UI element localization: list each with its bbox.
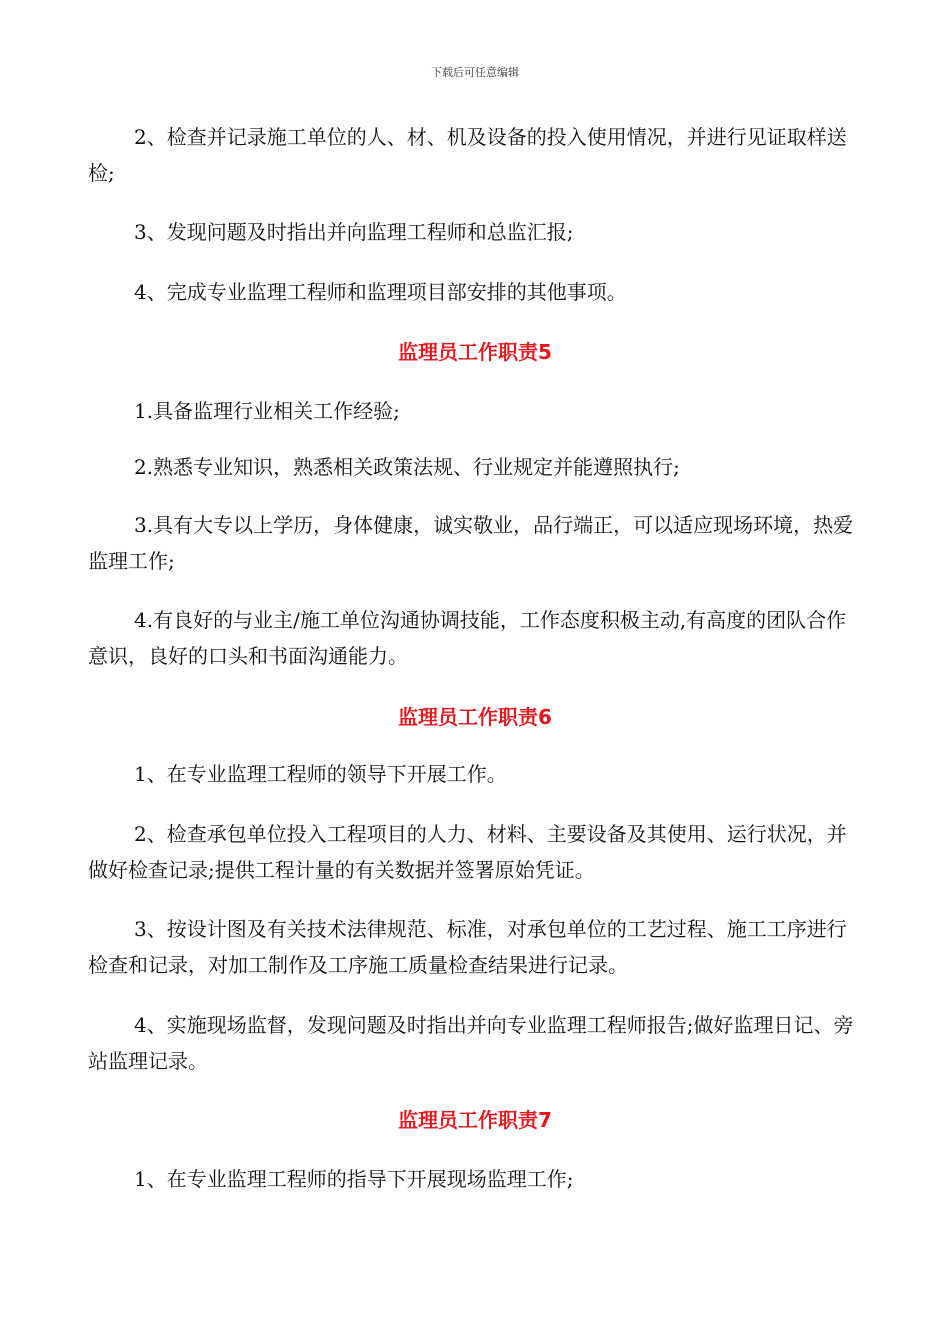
- list-item: 4.有良好的与业主/施工单位沟通协调技能，工作态度积极主动,有高度的团队合作意识，良好的口头和书面沟通能力。: [88, 608, 847, 668]
- list-item: 1、在专业监理工程师的指导下开展现场监理工作;: [134, 1167, 574, 1191]
- paragraph: 4、完成专业监理工程师和监理项目部安排的其他事项。: [134, 280, 627, 304]
- paragraph: 2、检查并记录施工单位的人、材、机及设备的投入使用情况，并进行见证取样送检;: [88, 125, 847, 185]
- list-item: 3、按设计图及有关技术法律规范、标准，对承包单位的工艺过程、施工工序进行检查和记录，对加工制作及工序施工质量检查结果进行记录。: [88, 917, 847, 977]
- list-item: 1.具备监理行业相关工作经验;: [134, 399, 400, 423]
- header-watermark: 下载后可任意编辑: [431, 66, 519, 79]
- list-item: 3.具有大专以上学历，身体健康，诚实敬业，品行端正，可以适应现场环境，热爱监理工作;: [88, 513, 854, 573]
- list-item: 2.熟悉专业知识，熟悉相关政策法规、行业规定并能遵照执行;: [134, 455, 680, 479]
- section-title: 监理员工作职责6: [398, 705, 552, 729]
- section-title: 监理员工作职责7: [398, 1108, 552, 1132]
- list-item: 1、在专业监理工程师的领导下开展工作。: [134, 762, 507, 786]
- paragraph: 3、发现问题及时指出并向监理工程师和总监汇报;: [134, 220, 574, 244]
- list-item: 4、实施现场监督，发现问题及时指出并向专业监理工程师报告;做好监理日记、旁站监理记录。: [88, 1013, 854, 1073]
- section-title: 监理员工作职责5: [398, 340, 552, 364]
- list-item: 2、检查承包单位投入工程项目的人力、材料、主要设备及其使用、运行状况，并做好检查记录;提供工程计量的有关数据并签署原始凭证。: [88, 822, 847, 882]
